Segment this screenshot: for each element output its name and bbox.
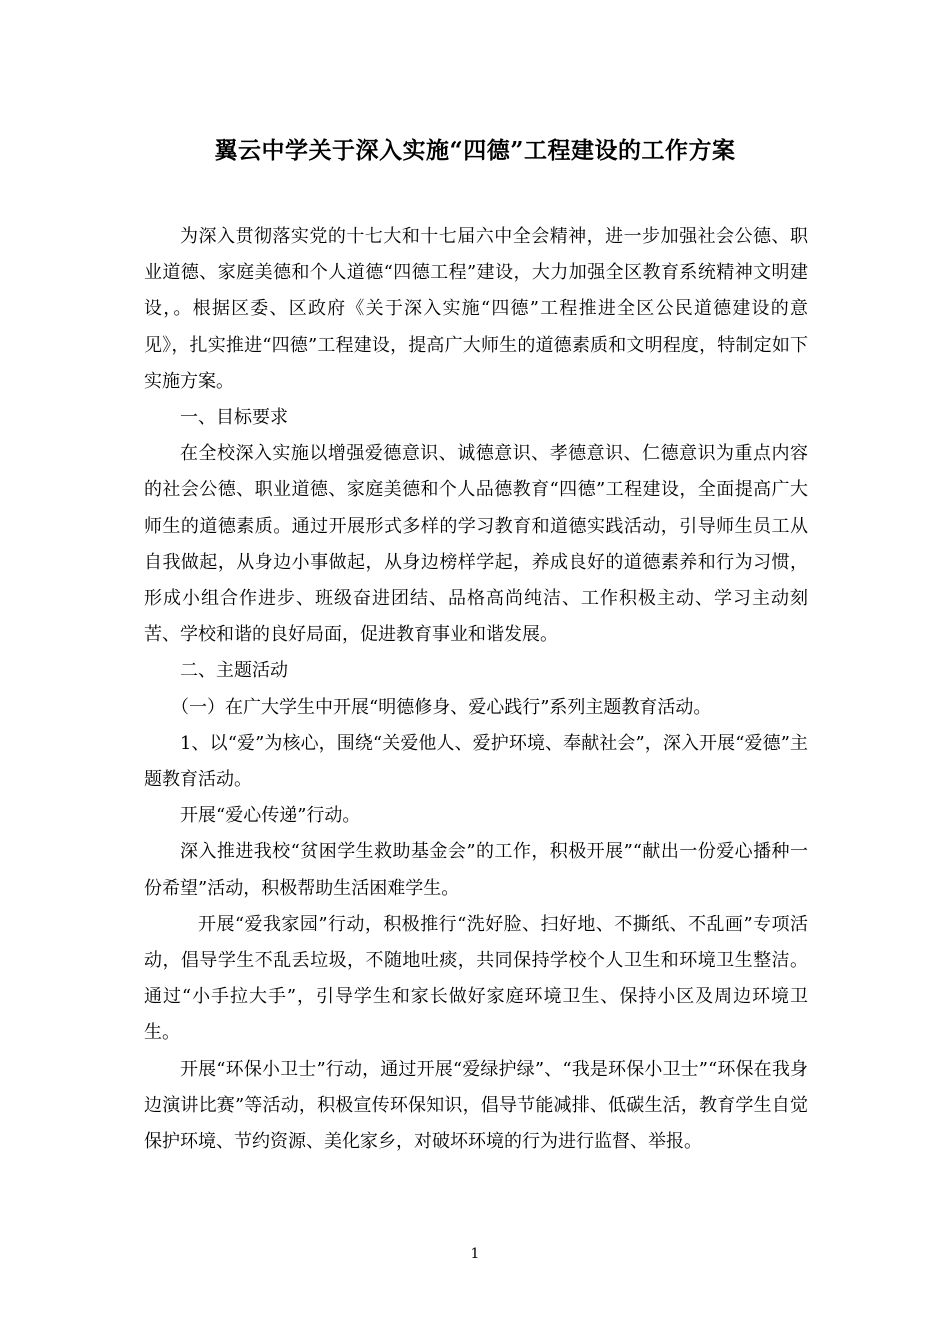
section-heading-goals: 一、目标要求 [180, 407, 288, 429]
activity-love-home: 开展“爱我家园”行动，积极推行“洗好脸、扫好地、不撕纸、不乱画”专项活动，倡导学生不乱丢垃圾，不随地吐痰，共同保持学校个人卫生和环境卫生整洁。通过“小手拉大手”，引导学生和家长做好家庭环境卫生、保持小区及周边环境卫生。 [144, 913, 808, 1044]
activity-love-relay: 开展“爱心传递”行动。 [180, 805, 361, 827]
activity-eco-guard: 开展“环保小卫士”行动，通过开展“爱绿护绿”、“我是环保小卫士”“环保在我身边演讲比赛”等活动，积极宣传环保知识，倡导节能减排、低碳生活，教育学生自觉保护环境、节约资源、美化家乡，对破坏环境的行为进行监督、举报。 [144, 1058, 808, 1153]
subsection-heading-students: （一）在广大学生中开展“明德修身、爱心践行”系列主题教育活动。 [171, 696, 712, 718]
document-body [144, 219, 808, 1160]
document-title: 翼云中学关于深入实施“四德”工程建设的工作方案 [214, 137, 736, 164]
page-number: 1 [470, 1246, 480, 1262]
item-love-core: 1、以“爱”为核心，围绕“关爱他人、爱护环境、奉献社会”，深入开展“爱德”主题教育活动。 [144, 732, 808, 791]
goals-paragraph: 在全校深入实施以增强爱德意识、诚德意识、孝德意识、仁德意识为重点内容的社会公德、职业道德、家庭美德和个人品德教育“四德”工程建设，全面提高广大师生的道德素质。通过开展形式多样的学习教育和道德实践活动，引导师生员工从自我做起，从身边小事做起，从身边榜样学起，养成良好的道德素养和行为习惯，形成小组合作进步、班级奋进团结、品格高尚纯洁、工作积极主动、学习主动刻苦、学校和谐的良好局面，促进教育事业和谐发展。 [144, 443, 808, 646]
intro-paragraph: 为深入贯彻落实党的十七大和十七届六中全会精神，进一步加强社会公德、职业道德、家庭美德和个人道德“四德工程”建设，大力加强全区教育系统精神文明建设，。根据区委、区政府《关于深入实施“四德”工程推进全区公民道德建设的意见》，扎实推进“四德”工程建设，提高广大师生的道德素质和文明程度，特制定如下实施方案。 [144, 226, 808, 392]
section-heading-activities: 二、主题活动 [180, 660, 288, 682]
activity-aid-fund: 深入推进我校“贫困学生救助基金会”的工作，积极开展”“献出一份爱心播种一份希望”活动，积极帮助生活困难学生。 [144, 841, 808, 899]
